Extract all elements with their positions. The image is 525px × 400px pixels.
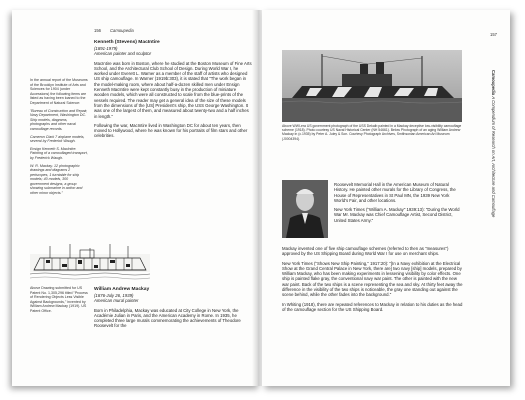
page-number-left: 156 [94,28,101,33]
ship-photograph [282,50,462,122]
drawing-caption: Above Drawing submitted for US Patent No. 1,305,296 titled "Process of Rendering Objects Less Visible Against Backgrounds," invented by William Andrew Mackay (1919). US Patent Office. [30,286,88,313]
right-body [282,246,464,316]
sidenote: Ensign Kenneth S. MacIntire. Painting of a camouflaged transport, by Frederick Waugh. [30,146,88,160]
body-paragraph: Born in Philadelphia, Mackay was educated at City College in New York, the Académie Julian in Paris, and the American Academy in Rome. In 1935, he completed three large murals commemorating the achievements of Theodore Roosevelt for the [94,307,241,329]
entry-role: American mural painter [94,298,139,304]
sidenote: Cameron Clark 7 airplane models, several by Frederick Waugh. [30,134,85,144]
sidenote: In the annual report of the Museums of the Brooklyn Institute of Arts and Sciences for 1904 (under Accessions) the following items are listed as having been loaned to the Department of Natural Science: [30,78,88,105]
right-page [262,10,510,386]
entry-macintire [94,40,252,143]
portrait-photograph [282,180,328,238]
entry-dates: (1876-July 26, 1939) [94,293,134,298]
left-page [12,10,260,386]
body-paragraph: New York Times ("William A. Mackay" 1939:13): "During the World War Mr. Mackay was Chief Camouflage Artist, Second District, United States Army." [334,207,460,223]
sidenote: "Bureau of Construction and Repair, Navy Department, Washington DC. Ship models, diagrams, photographs and other naval camouflage records. [30,108,88,131]
sidenote: W. R. Mackay. 12 photographic drawings and diagrams 2 periscopes, 1 turntable for ship models; 40 models, 300 government designs, a group showing submarine in action and other minor objects." [30,163,83,196]
body-paragraph: Following the war, MacIntire lived in Washington DC for about ten years, then moved to Hollywood, where he was known for his portraits of film stars and other celebrities. [94,122,248,139]
vertical-running-title [488,70,498,270]
body-paragraph: Mackay invented one of five ship camouflage schemes (referred to then as "measures") approved by the US Shipping Board during World War I for use on merchant ships. [282,246,449,257]
entry-dates: (1891-1979) [94,46,118,51]
ship-caption: Above WWI-era US government photograph of the USS Dekalb painted in a Mackay deceptive low-visibility camouflage scheme (1918). Photo courtesy US Naval Historical Center (NH 54661). Below Photograph of an aging William Andrew Mackay in (c.1935) by Peter A. Juley & Son. Courtesy Photograph Archives, Smithsonian American Art Museum (J0004394). [282,124,462,141]
right-column [334,182,464,227]
sidenotes [30,78,88,199]
vertical-title: Camoupedia [491,70,496,96]
entry-role: American painter and sculptor [94,51,152,57]
body-paragraph: Roosevelt Memorial Hall in the American Museum of Natural History. He painted other murals for the Library of Congress, the House of Representatives in St Paul MN, the 1939 New York World's Fair, and other locations. [334,182,456,203]
patent-drawing [30,240,150,282]
body-paragraph: In Whiting (1918), there are repeated references to Mackay in relation to his duties as the head of the camouflage section for the US Shipping Board. [282,301,463,312]
body-paragraph: New York Times ("Shows New Ship Painting," 1917:20): "[In a Navy exhibition at the Electrical Show at the Grand Central Palace in New York, there are] two navy [ship] models, prepared by William Mackay, who has been making experiments in lessening visibility by color effects. One ship is painted flake gray, the conventional navy war paint. The other is painted with the new war paint. Back of the two ships is a scene representing the sea and sky. At thirty feet away the difference in the visibility of the two ships is noticeable, the gray one standing out against the scene behind, while the other fades into the background." [282,260,463,298]
running-head-left: Camoupedia [110,28,134,33]
vertical-subtitle: A Compendium of Research on Art, Architecture and Camouflage [491,96,496,218]
entry-name: William Andrew Mackay [94,287,150,292]
page-number-right: 157 [490,32,497,37]
body-paragraph: MacIntire was born in Boston, where he studied at the Boston Museum of Fine Arts School, and the Architectural Club School of Design. During World War I, he worked under Everett L. Warner as a member of the staff of artists who designed US ship camouflage. In Warner (1919b:303), it is stated that "The work began in the model-making room, where about half-a-dozen skilled men under Ensign Kenneth MacIntire were kept constantly busy in the production of miniature wooden models, which were all constructed to scale from the blue-prints of the vessels required. The reader may get a general idea of the size of these models from the dimensions of the [US] President's ship, the USS George Washington. It was one of the largest of them, and measured about twenty-two and a half inches in length." [94,60,252,119]
entry-name: Kenneth (Stevens) MacIntire [94,40,160,45]
entry-mackay [94,287,252,333]
